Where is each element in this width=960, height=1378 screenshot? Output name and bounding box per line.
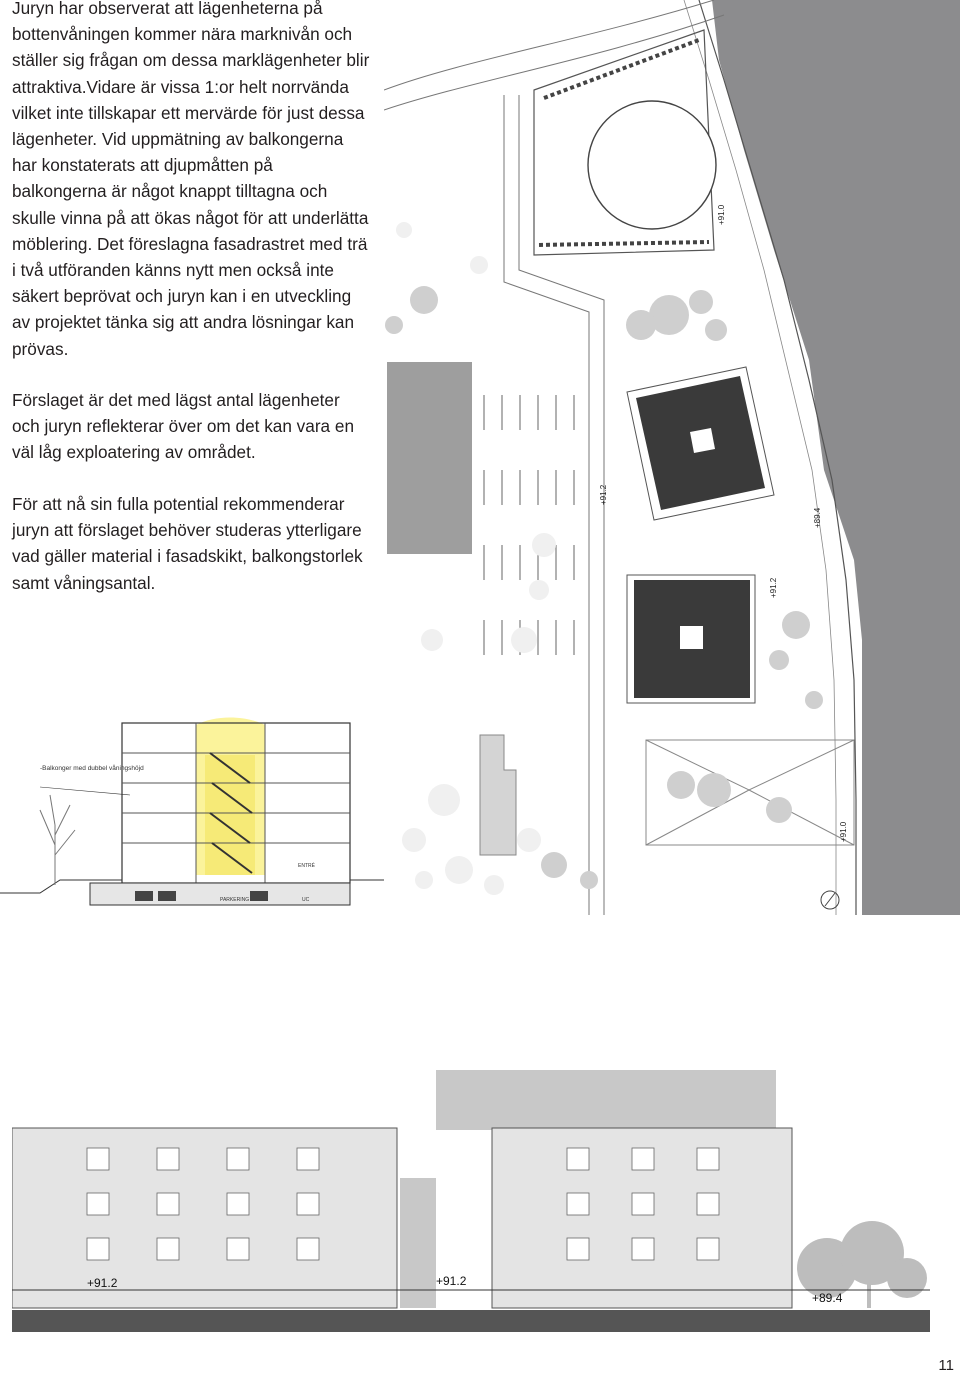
level-label: +91.2 [599, 484, 608, 505]
entrance-label: ENTRÉ [298, 863, 315, 869]
parking-label: PARKERING [220, 897, 250, 903]
jury-paragraph-1: Juryn har observerat att lägenheterna på bottenvåningen kommer nära marknivån och ställer sig frågan om dessa marklägenheter blir attraktiva.Vidare är vissa 1:or helt norrvända vilket inte tillskapar ett mervärde för just dessa lägenheter. Vid uppmätning av balkongerna har konstaterats att djupmåtten på balkongerna är något knappt tilltagna och skulle vinna på att ökas något för att underlätta möblering. Det föreslagna fasadrastret med trä i två utföranden känns nytt men också inte säkert beprövat och juryn kan i en utveckling av projektet tänka sig att andra lösningar kan prövas. [12, 0, 370, 359]
parking-building [387, 362, 472, 554]
balcony-callout: -Balkonger med dubbel våningshöjd [40, 765, 144, 772]
apartment-block-1 [627, 367, 774, 520]
building-elevation-a [12, 1128, 397, 1308]
ground-band [12, 1310, 930, 1332]
building-elevation-b [492, 1128, 792, 1308]
elevation-drawing [12, 1068, 930, 1334]
tree-icon [40, 795, 75, 885]
level-label: +91.0 [839, 821, 848, 842]
circular-courtyard [588, 101, 716, 229]
building-section [0, 715, 384, 910]
jury-paragraph-3: För att nå sin fulla potential rekommenderar juryn att förslaget behöver studeras ytterligare vad gäller material i fasadskikt, balkongstorlek samt våningsantal. [12, 494, 363, 593]
uc-label: UC [302, 897, 310, 903]
small-building [480, 735, 516, 855]
jury-paragraph-2: Förslaget är det med lägst antal lägenheter och juryn reflekterar över om det kan vara en väl låg exploatering av området. [12, 390, 355, 463]
apartment-block-2 [627, 575, 755, 703]
level-label: +89.4 [813, 507, 822, 528]
level-label: +91.2 [769, 577, 778, 598]
elevation-level-label: +89.4 [812, 1291, 843, 1305]
elevation-level-label: +91.2 [436, 1274, 467, 1288]
elevation-level-label: +91.2 [87, 1276, 118, 1290]
page-number: 11 [938, 1357, 954, 1374]
level-label: +91.0 [717, 204, 726, 225]
site-plan [384, 0, 960, 915]
